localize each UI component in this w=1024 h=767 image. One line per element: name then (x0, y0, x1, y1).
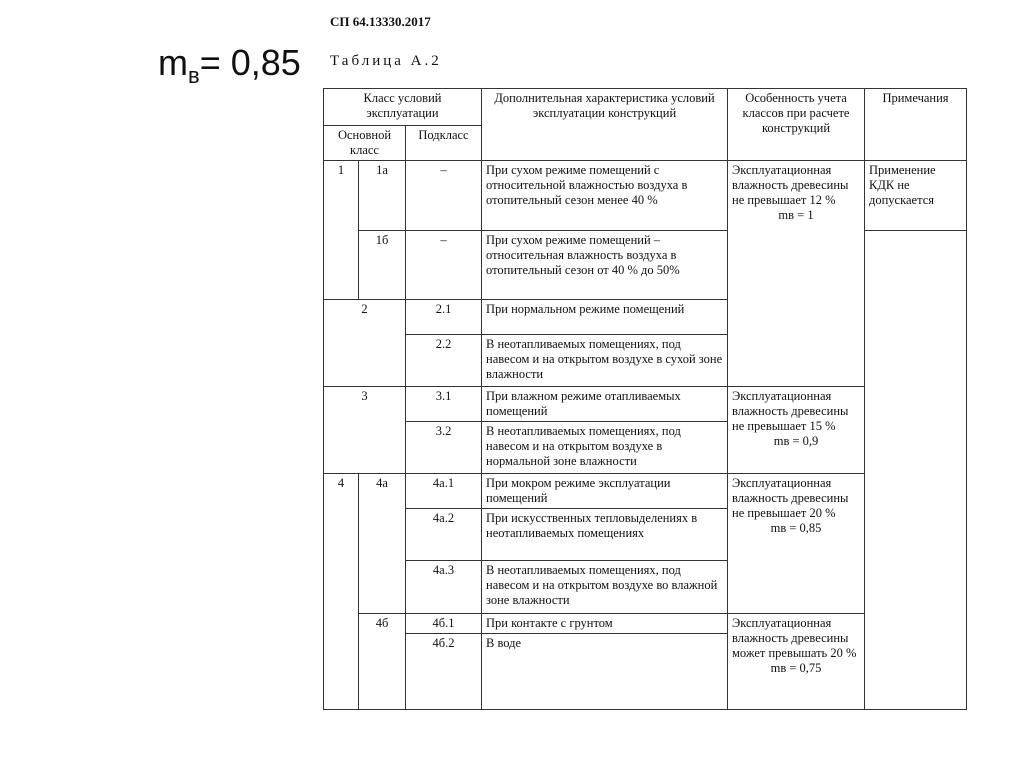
row-2-1-characteristic: При нормальном режиме помещений (482, 300, 728, 335)
row-4a-1-characteristic: При мокром режиме эксплуатации помещений (482, 474, 728, 509)
feature-12-text: Эксплуатационная влажность древесины не превышает 12 % (732, 163, 849, 207)
moisture-factor-formula (158, 42, 301, 89)
feature-15-percent (728, 387, 865, 474)
subclass-group-1b: 1б (359, 231, 406, 300)
subclass-4a-2: 4а.2 (406, 509, 482, 561)
subclass-group-4b: 4б (359, 614, 406, 710)
subclass-1a: – (406, 161, 482, 231)
feature-12-percent (728, 161, 865, 387)
formula-value: = 0,85 (199, 42, 301, 83)
feature-15-text: Эксплуатационная влажность древесины не превышает 15 % (732, 389, 849, 433)
header-extra-characteristic: Дополнительная характеристика условий эксплуатации конструкций (482, 89, 728, 161)
feature-15-mv: mв = 0,9 (773, 434, 819, 448)
feature-20-percent (728, 474, 865, 614)
feature-over-20-mv: mв = 0,75 (770, 661, 822, 675)
table-caption: Таблица А.2 (330, 53, 442, 69)
subclass-3-1: 3.1 (406, 387, 482, 422)
row-2-2-characteristic: В неотапливаемых помещениях, под навесом и на открытом воздухе в сухой зоне влажности (482, 335, 728, 387)
feature-over-20-text: Эксплуатационная влажность древесины может превышать 20 % (732, 616, 857, 660)
feature-12-mv: mв = 1 (778, 208, 814, 222)
row-1a-characteristic: При сухом режиме помещений с относительной влажностью воздуха в отопительный сезон менее 40 % (482, 161, 728, 231)
note-kdk: Применение КДК не допускается (865, 161, 967, 231)
class-1: 1 (324, 161, 359, 300)
subclass-group-4a: 4а (359, 474, 406, 614)
header-subclass: Подкласс (406, 126, 482, 161)
subclass-3-2: 3.2 (406, 422, 482, 474)
subclass-4b-2: 4б.2 (406, 634, 482, 710)
subclass-2-1: 2.1 (406, 300, 482, 335)
notes-empty (865, 231, 967, 710)
subclass-4a-1: 4а.1 (406, 474, 482, 509)
formula-subscript: в (188, 63, 200, 89)
subclass-1b: – (406, 231, 482, 300)
feature-over-20-percent (728, 614, 865, 710)
row-4a-2-characteristic: При искусственных тепловыделениях в неотапливаемых помещениях (482, 509, 728, 561)
row-4b-1-characteristic: При контакте с грунтом (482, 614, 728, 634)
feature-20-mv: mв = 0,85 (770, 521, 822, 535)
subclass-4b-1: 4б.1 (406, 614, 482, 634)
row-4b-2-characteristic: В воде (482, 634, 728, 710)
class-4: 4 (324, 474, 359, 710)
feature-20-text: Эксплуатационная влажность древесины не превышает 20 % (732, 476, 849, 520)
document-code: СП 64.13330.2017 (330, 14, 431, 29)
subclass-group-1a: 1а (359, 161, 406, 231)
header-class-conditions: Класс условий эксплуатации (324, 89, 482, 126)
operating-conditions-table (323, 88, 967, 710)
row-3-2-characteristic: В неотапливаемых помещениях, под навесом и на открытом воздухе в нормальной зоне влажности (482, 422, 728, 474)
header-features: Особенность учета классов при расчете конструкций (728, 89, 865, 161)
header-main-class: Основной класс (324, 126, 406, 161)
formula-symbol: m (158, 42, 188, 83)
row-1b-characteristic: При сухом режиме помещений – относительная влажность воздуха в отопительный сезон от 40 % до 50% (482, 231, 728, 300)
subclass-4a-3: 4а.3 (406, 561, 482, 614)
subclass-2-2: 2.2 (406, 335, 482, 387)
row-4a-3-characteristic: В неотапливаемых помещениях, под навесом и на открытом воздухе во влажной зоне влажности (482, 561, 728, 614)
class-2: 2 (324, 300, 406, 387)
row-3-1-characteristic: При влажном режиме отапливаемых помещений (482, 387, 728, 422)
header-notes: Примечания (865, 89, 967, 161)
class-3: 3 (324, 387, 406, 474)
